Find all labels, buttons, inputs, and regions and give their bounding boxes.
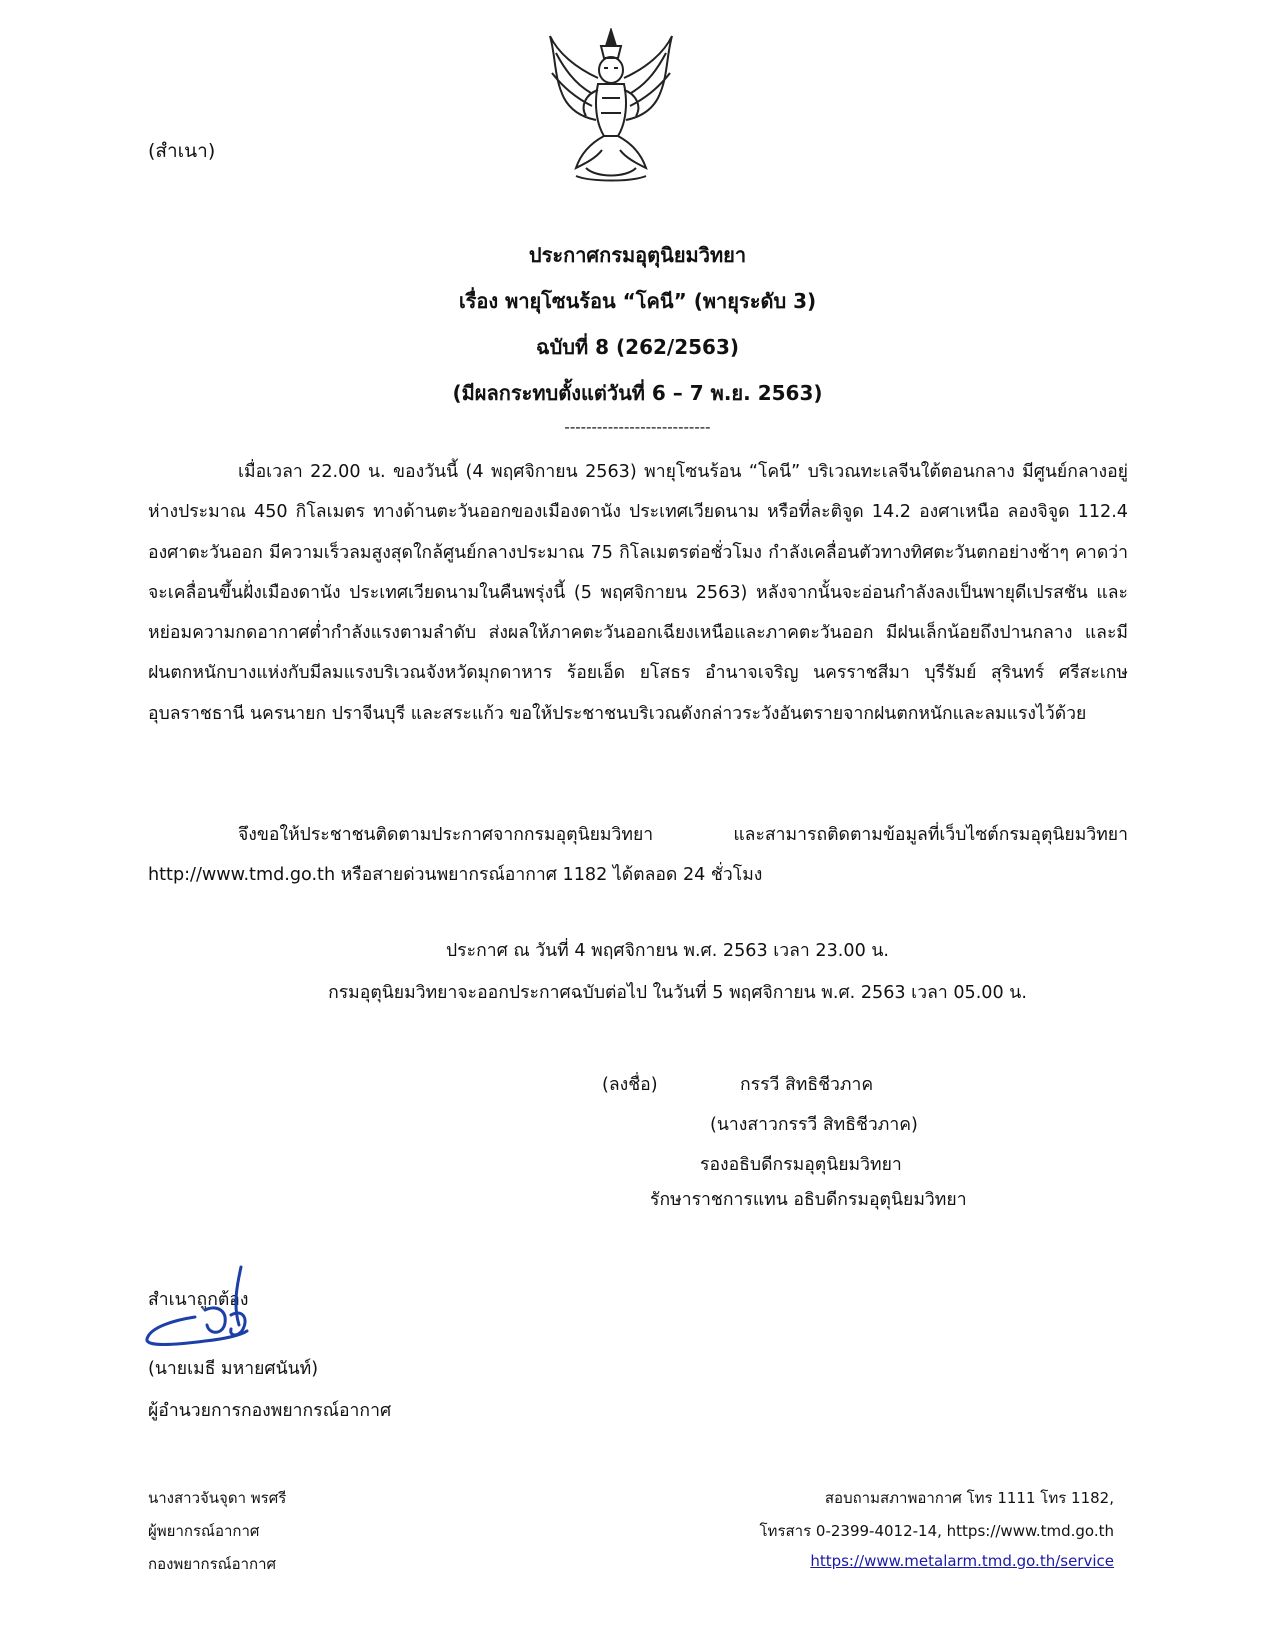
signer-position-1: รองอธิบดีกรมอุตุนิยมวิทยา	[700, 1155, 902, 1175]
signed-name: กรรวี สิทธิชีวภาค	[740, 1075, 874, 1095]
forecaster-division: กองพยากรณ์อากาศ	[148, 1555, 277, 1573]
forecaster-name: นางสาวจันจุดา พรศรี	[148, 1489, 287, 1507]
signer-position-2: รักษาราชการแทน อธิบดีกรมอุตุนิยมวิทยา	[650, 1190, 967, 1210]
copy-label: (สำเนา)	[148, 140, 216, 162]
title-line-1: ประกาศกรมอุตุนิยมวิทยา	[528, 243, 747, 267]
title-line-4: (มีผลกระทบตั้งแต่วันที่ 6 – 7 พ.ย. 2563)	[452, 381, 823, 405]
divider: ---------------------------	[564, 418, 711, 436]
contact-fax: โทรสาร 0-2399-4012-14, https://www.tmd.go.th	[759, 1522, 1114, 1540]
next-announcement: กรมอุตุนิยมวิทยาจะออกประกาศฉบับต่อไป ในวันที่ 5 พฤศจิกายน พ.ศ. 2563 เวลา 05.00 น.	[328, 983, 1027, 1003]
title-line-3: ฉบับที่ 8 (262/2563)	[535, 335, 740, 359]
certifier-name: (นายเมธี มหายศนันท์)	[148, 1359, 319, 1379]
garuda-emblem-icon	[546, 28, 676, 183]
body-paragraph-2: จึงขอให้ประชาชนติดตามประกาศจากกรมอุตุนิยมวิทยา และสามารถติดตามข้อมูลที่เว็บไซต์กรมอุตุนิยมวิทยา http://www.tmd.go.th หรือสายด่วนพยากรณ์อากาศ 1182 ได้ตลอด 24 ชั่วโมง	[148, 825, 1128, 886]
announcement-title	[0, 232, 1275, 416]
contact-phone: สอบถามสภาพอากาศ โทร 1111 โทร 1182,	[824, 1489, 1114, 1507]
announce-date: ประกาศ ณ วันที่ 4 พฤศจิกายน พ.ศ. 2563 เวลา 23.00 น.	[446, 941, 889, 961]
signer-full-name: (นางสาวกรรวี สิทธิชีวภาค)	[710, 1115, 918, 1135]
sign-label: (ลงชื่อ)	[602, 1075, 658, 1095]
certified-copy-label: สำเนาถูกต้อง	[148, 1290, 249, 1310]
certifier-position: ผู้อำนวยการกองพยากรณ์อากาศ	[148, 1401, 392, 1421]
forecaster-title: ผู้พยากรณ์อากาศ	[148, 1522, 260, 1540]
title-line-2: เรื่อง พายุโซนร้อน “โคนี” (พายุระดับ 3)	[458, 289, 817, 313]
body-paragraph-1: เมื่อเวลา 22.00 น. ของวันนี้ (4 พฤศจิกายน 2563) พายุโซนร้อน “โคนี” บริเวณทะเลจีนใต้ตอนกลาง มีศูนย์กลางอยู่ห่างประมาณ 450 กิโลเมตร ทางด้านตะวันออกของเมืองดานัง ประเทศเวียดนาม หรือที่ละติจูด 14.2 องศาเหนือ ลองจิจูด 112.4 องศาตะวันออก มีความเร็วลมสูงสุดใกล้ศูนย์กลางประมาณ 75 กิโลเมตรต่อชั่วโมง กำลังเคลื่อนตัวทางทิศตะวันตกอย่างช้าๆ คาดว่าจะเคลื่อนขึ้นฝั่งเมืองดานัง ประเทศเวียดนามในคืนพรุ่งนี้ (5 พฤศจิกายน 2563) หลังจากนั้นจะอ่อนกำลังลงเป็นพายุดีเปรสชัน และหย่อมความกดอากาศต่ำกำลังแรงตามลำดับ ส่งผลให้ภาคตะวันออกเฉียงเหนือและภาคตะวันออก มีฝนเล็กน้อยถึงปานกลาง และมีฝนตกหนักบางแห่งกับมีลมแรงบริเวณจังหวัดมุกดาหาร ร้อยเอ็ด ยโสธร อำนาจเจริญ นครราชสีมา บุรีรัมย์ สุรินทร์ ศรีสะเกษ อุบลราชธานี นครนายก ปราจีนบุรี และสระแก้ว ขอให้ประชาชนบริเวณดังกล่าวระวังอันตรายจากฝนตกหนักและลมแรงไว้ด้วย	[148, 462, 1128, 724]
handwritten-signature-icon	[145, 1265, 265, 1350]
metalarm-link[interactable]: https://www.metalarm.tmd.go.th/service	[810, 1552, 1114, 1570]
